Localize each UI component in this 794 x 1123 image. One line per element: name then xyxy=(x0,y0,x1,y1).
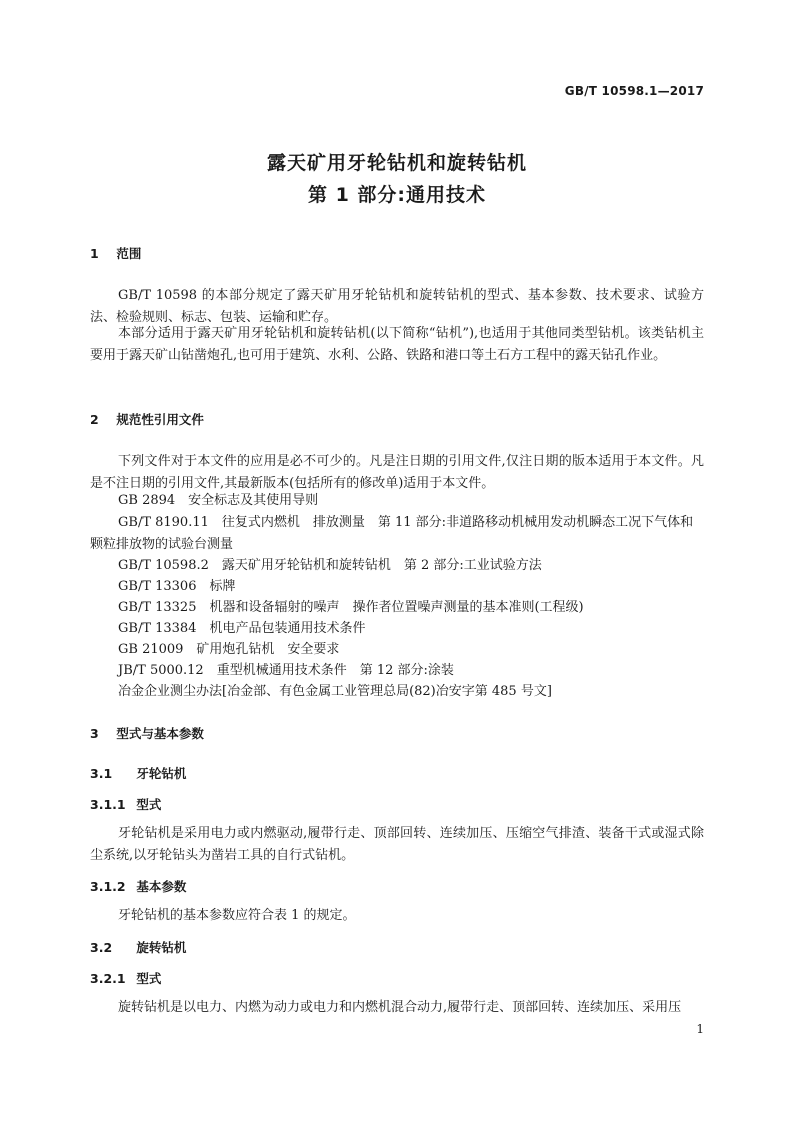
section-title: 型式与基本参数 xyxy=(116,726,204,741)
section-number: 3.1.1 xyxy=(90,797,126,812)
reference-item: JB/T 5000.12 重型机械通用技术条件 第 12 部分:涂装 xyxy=(118,663,454,678)
section-number: 3.2.1 xyxy=(90,971,126,986)
reference-item: GB 21009 矿用炮孔钻机 安全要求 xyxy=(118,642,340,657)
page-number: 1 xyxy=(696,1022,704,1036)
paragraph: 下列文件对于本文件的应用是必不可少的。凡是注日期的引用文件,仅注日期的版本适用于本文件。凡是不注日期的引用文件,其最新版本(包括所有的修改单)适用于本文件。 xyxy=(90,454,704,491)
subsection-heading-3-2-1 xyxy=(90,969,161,987)
reference-item: GB/T 13384 机电产品包装通用技术条件 xyxy=(118,621,366,636)
paragraph: 旋转钻机是以电力、内燃为动力或电力和内燃机混合动力,履带行走、顶部回转、连续加压、采用压 xyxy=(118,1000,682,1015)
document-subtitle: 第 1 部分:通用技术 xyxy=(307,184,487,206)
reference-item: GB/T 10598.2 露天矿用牙轮钻机和旋转钻机 第 2 部分:工业试验方法 xyxy=(118,558,542,573)
reference-item: GB 2894 安全标志及其使用导则 xyxy=(118,493,319,508)
section-number: 3 xyxy=(90,726,99,741)
section-number: 1 xyxy=(90,246,99,261)
section-title: 范围 xyxy=(116,246,142,261)
document-title: 露天矿用牙轮钻机和旋转钻机 xyxy=(266,152,527,174)
section-number: 3.1.2 xyxy=(90,879,126,894)
section-title: 牙轮钻机 xyxy=(136,766,187,781)
paragraph: 牙轮钻机是采用电力或内燃驱动,履带行走、顶部回转、连续加压、压缩空气排渣、装备干式或湿式除尘系统,以牙轮钻头为凿岩工具的自行式钻机。 xyxy=(90,826,704,863)
section-title: 旋转钻机 xyxy=(136,940,187,955)
section-number: 3.1 xyxy=(90,766,113,781)
section-title: 基本参数 xyxy=(136,879,187,894)
section-title: 型式 xyxy=(136,971,162,986)
subsection-heading-3-1 xyxy=(90,764,186,782)
reference-item: GB/T 13306 标牌 xyxy=(118,579,236,594)
reference-item: GB/T 13325 机器和设备辐射的噪声 操作者位置噪声测量的基本准则(工程级) xyxy=(118,600,584,615)
section-heading-2 xyxy=(90,410,204,428)
reference-item: GB/T 8190.11 往复式内燃机 排放测量 第 11 部分:非道路移动机械用发动机瞬态工况下气体和颗粒排放物的试验台测量 xyxy=(90,515,694,552)
section-heading-3 xyxy=(90,724,204,742)
section-number: 2 xyxy=(90,412,99,427)
subsection-heading-3-1-1 xyxy=(90,795,161,813)
subsection-heading-3-1-2 xyxy=(90,877,186,895)
standard-number: GB/T 10598.1—2017 xyxy=(564,84,704,98)
paragraph: 牙轮钻机的基本参数应符合表 1 的规定。 xyxy=(118,908,356,923)
section-title: 型式 xyxy=(136,797,162,812)
section-title: 规范性引用文件 xyxy=(116,412,204,427)
paragraph: 本部分适用于露天矿用牙轮钻机和旋转钻机(以下简称“钻机”),也适用于其他同类型钻机。该类钻机主要用于露天矿山钻凿炮孔,也可用于建筑、水利、公路、铁路和港口等土石方工程中的露天钻孔作业。 xyxy=(90,326,704,363)
section-heading-1 xyxy=(90,244,141,262)
subsection-heading-3-2 xyxy=(90,938,186,956)
paragraph: GB/T 10598 的本部分规定了露天矿用牙轮钻机和旋转钻机的型式、基本参数、技术要求、试验方法、检验规则、标志、包装、运输和贮存。 xyxy=(90,288,704,325)
reference-item: 冶金企业测尘办法[冶金部、有色金属工业管理总局(82)冶安字第 485 号文] xyxy=(118,684,552,699)
section-number: 3.2 xyxy=(90,940,113,955)
